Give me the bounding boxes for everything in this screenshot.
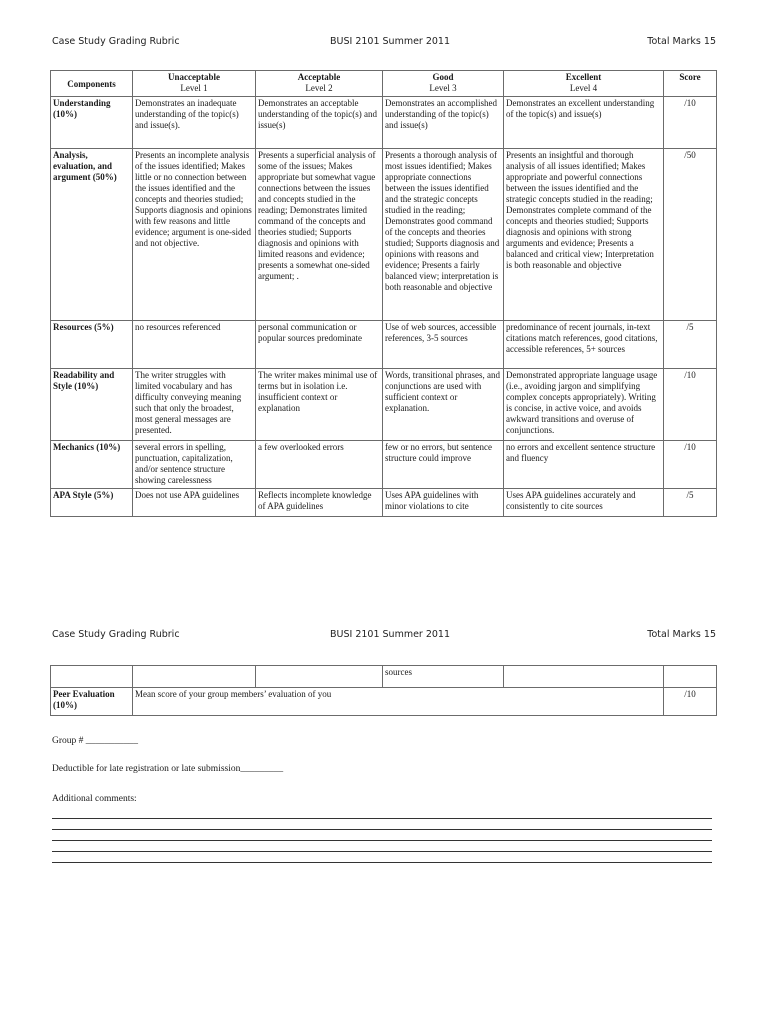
comment-line <box>52 852 712 863</box>
level2-cell: a few overlooked errors <box>256 441 383 489</box>
level2-cell: The writer makes minimal use of terms but in isolation i.e. insufficient context or explanation <box>256 369 383 441</box>
level1-cell <box>133 666 256 688</box>
level1-cell: Does not use APA guidelines <box>133 489 256 517</box>
level4-cell: no errors and excellent sentence structure and fluency <box>504 441 664 489</box>
component-cell: APA Style (5%) <box>51 489 133 517</box>
header-title: Case Study Grading Rubric <box>52 629 180 640</box>
level2-cell: Presents a superficial analysis of some of the issues; Makes appropriate but somewhat vague connections between the issues and concepts studied in the reading; Demonstrates limited command of the concepts and theories studied; Supports diagnosis and opinions with limited reasons and evidence; presents a somewhat one-sided argument; . <box>256 149 383 321</box>
level2-cell: Demonstrates an acceptable understanding of the topic(s) and issue(s) <box>256 97 383 149</box>
col-header-level2: Acceptable Level 2 <box>256 71 383 97</box>
score-cell: /10 <box>664 97 717 149</box>
peer-evaluation-text: Mean score of your group members’ evaluation of you <box>133 688 664 716</box>
level1-cell: Demonstrates an inadequate understanding of the topic(s) and issue(s). <box>133 97 256 149</box>
table-row <box>51 149 717 321</box>
level4-cell: Demonstrated appropriate language usage (i.e., avoiding jargon and simplifying complex concepts appropriately). Writing is concise, in active voice, and avoids awkward transitions and overuse of conjunctions. <box>504 369 664 441</box>
table-row <box>51 489 717 517</box>
col-header-components: Components <box>51 71 133 97</box>
level4-cell: Demonstrates an excellent understanding of the topic(s) and issue(s) <box>504 97 664 149</box>
level2-cell: Reflects incomplete knowledge of APA guidelines <box>256 489 383 517</box>
level1-cell: no resources referenced <box>133 321 256 369</box>
component-cell: Peer Evaluation (10%) <box>51 688 133 716</box>
level3-cell: few or no errors, but sentence structure could improve <box>383 441 504 489</box>
level1-cell: several errors in spelling, punctuation, capitalization, and/or sentence structure showing carelessness <box>133 441 256 489</box>
score-cell: /5 <box>664 489 717 517</box>
level4-cell: Presents an insightful and thorough analysis of all issues identified; Makes appropriate and powerful connections between the issues identified and the strategic concepts studied in the reading; Demonstrates complete command of the concepts and theories studied; Supports diagnosis and opinions with strong arguments and evidence; Presents a balanced and critical view; Interpretation is both reasonable and objective <box>504 149 664 321</box>
score-cell: /5 <box>664 321 717 369</box>
level4-cell <box>504 666 664 688</box>
level1-cell: Presents an incomplete analysis of the issues identified; Makes little or no connection between the issues identified and the concepts and theories studied; Supports diagnosis and opinions with few reasons and little evidence; argument is one-sided and not objective. <box>133 149 256 321</box>
table-row <box>51 369 717 441</box>
comment-lines <box>52 808 712 863</box>
level2-cell: personal communication or popular sources predominate <box>256 321 383 369</box>
header-total-marks: Total Marks 15 <box>647 36 716 47</box>
level1-cell: The writer struggles with limited vocabulary and has difficulty conveying meaning such that only the broadest, most general messages are presented. <box>133 369 256 441</box>
level3-cell: Uses APA guidelines with minor violations to cite <box>383 489 504 517</box>
header-course: BUSI 2101 Summer 2011 <box>330 629 451 640</box>
comment-line <box>52 808 712 819</box>
header-title: Case Study Grading Rubric <box>52 36 180 47</box>
rubric-table <box>50 70 717 517</box>
score-cell: /10 <box>664 369 717 441</box>
level2-cell <box>256 666 383 688</box>
component-cell: Mechanics (10%) <box>51 441 133 489</box>
col-header-level4: Excellent Level 4 <box>504 71 664 97</box>
additional-comments-label: Additional comments: <box>52 794 137 804</box>
level4-cell: Uses APA guidelines accurately and consistently to cite sources <box>504 489 664 517</box>
level3-cell: Demonstrates an accomplished understanding of the topic(s) and issue(s) <box>383 97 504 149</box>
header-total-marks: Total Marks 15 <box>647 629 716 640</box>
score-cell: /10 <box>664 441 717 489</box>
component-cell <box>51 666 133 688</box>
level3-cell: sources <box>383 666 504 688</box>
table-row-continued <box>51 666 717 688</box>
group-number-field: Group # ___________ <box>52 736 139 746</box>
rubric-table-continued <box>50 665 717 716</box>
page2-header <box>52 629 716 643</box>
component-cell: Understanding (10%) <box>51 97 133 149</box>
table-row <box>51 97 717 149</box>
col-header-score: Score <box>664 71 717 97</box>
peer-evaluation-row <box>51 688 717 716</box>
table-header-row <box>51 71 717 97</box>
comment-line <box>52 819 712 830</box>
level3-cell: Use of web sources, accessible references, 3-5 sources <box>383 321 504 369</box>
level4-cell: predominance of recent journals, in-text citations match references, good citations, accessible references, 5+ sources <box>504 321 664 369</box>
score-cell: /50 <box>664 149 717 321</box>
table-row <box>51 321 717 369</box>
level3-cell: Presents a thorough analysis of most issues identified; Makes appropriate connections between the issues identified and the strategic concepts studied in the reading; Demonstrates good command of the concepts and theories studied; Supports diagnosis and opinions with reasons and evidence; Presents a fairly balanced view; interpretation is both reasonable and objective <box>383 149 504 321</box>
comment-line <box>52 830 712 841</box>
deductible-field: Deductible for late registration or late submission_________ <box>52 764 284 774</box>
col-header-level3: Good Level 3 <box>383 71 504 97</box>
col-header-level1: Unacceptable Level 1 <box>133 71 256 97</box>
component-cell: Readability and Style (10%) <box>51 369 133 441</box>
table-row <box>51 441 717 489</box>
header-course: BUSI 2101 Summer 2011 <box>330 36 451 47</box>
score-cell: /10 <box>664 688 717 716</box>
level3-cell: Words, transitional phrases, and conjunctions are used with sufficient context or explanation. <box>383 369 504 441</box>
comment-line <box>52 841 712 852</box>
score-cell <box>664 666 717 688</box>
page-header <box>52 36 716 50</box>
component-cell: Analysis, evaluation, and argument (50%) <box>51 149 133 321</box>
component-cell: Resources (5%) <box>51 321 133 369</box>
